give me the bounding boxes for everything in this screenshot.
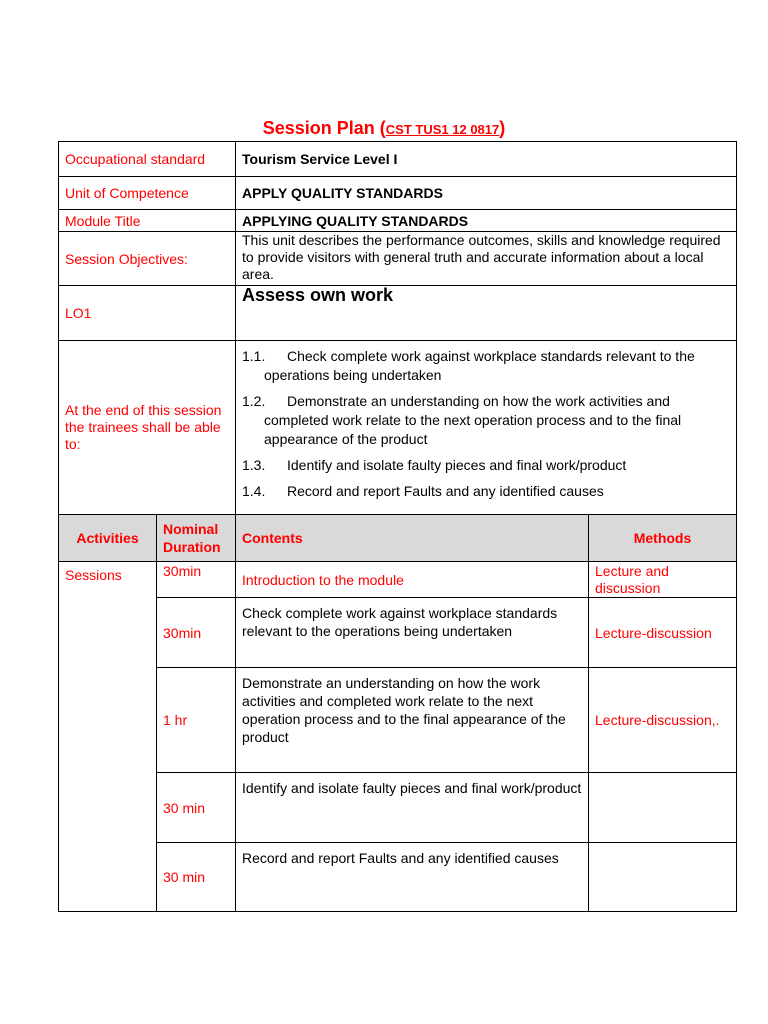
header-duration: Nominal Duration bbox=[157, 515, 236, 562]
title-text: Session Plan bbox=[262, 118, 375, 138]
session-method: Lecture and discussion bbox=[589, 562, 737, 598]
objective-number: 1.3. bbox=[242, 457, 266, 473]
session-content: Introduction to the module bbox=[236, 562, 589, 598]
title-open-paren: ( bbox=[379, 118, 386, 138]
lo1-row bbox=[59, 286, 737, 341]
activity-sessions: Sessions bbox=[59, 562, 157, 912]
lo1-value: Assess own work bbox=[236, 286, 737, 341]
objectives-label: Session Objectives: bbox=[59, 232, 236, 286]
objectives-row bbox=[59, 232, 737, 286]
session-duration: 1 hr bbox=[157, 668, 236, 773]
session-content: Identify and isolate faulty pieces and final work/product bbox=[236, 773, 589, 843]
session-content: Record and report Faults and any identified causes bbox=[236, 843, 589, 912]
objective-text: Check complete work against workplace standards relevant to the operations being undertaken bbox=[264, 348, 695, 383]
title-code: CST TUS1 12 0817 bbox=[385, 122, 500, 137]
unit-value: APPLY QUALITY STANDARDS bbox=[236, 177, 737, 210]
objectives-list bbox=[242, 347, 730, 501]
objective-text: Record and report Faults and any identified causes bbox=[287, 483, 604, 499]
session-method bbox=[589, 773, 737, 843]
objective-item bbox=[242, 482, 730, 501]
header-contents: Contents bbox=[236, 515, 589, 562]
objectives-list-cell bbox=[236, 341, 737, 515]
title-close-paren: ) bbox=[499, 118, 506, 138]
learning-outcomes-row bbox=[59, 341, 737, 515]
unit-row bbox=[59, 177, 737, 210]
occupational-label: Occupational standard bbox=[59, 142, 236, 177]
header-methods: Methods bbox=[589, 515, 737, 562]
module-row bbox=[59, 210, 737, 232]
module-label: Module Title bbox=[59, 210, 236, 232]
objectives-value: This unit describes the performance outcomes, skills and knowledge required to provide visitors with general truth and accurate information about a local area. bbox=[236, 232, 737, 286]
session-method: Lecture-discussion,. bbox=[589, 668, 737, 773]
session-duration: 30min bbox=[157, 598, 236, 668]
objective-text: Demonstrate an understanding on how the work activities and completed work relate to the next operation process and to the final appearance of the product bbox=[264, 393, 682, 447]
session-row bbox=[59, 668, 737, 773]
session-plan-table bbox=[58, 141, 737, 912]
objective-item bbox=[242, 456, 730, 475]
objective-item bbox=[242, 392, 730, 449]
session-method bbox=[589, 843, 737, 912]
page-title bbox=[0, 118, 768, 139]
objective-number: 1.4. bbox=[242, 483, 266, 499]
session-method: Lecture-discussion bbox=[589, 598, 737, 668]
objective-text: Identify and isolate faulty pieces and final work/product bbox=[287, 457, 627, 473]
end-of-session-label: At the end of this session the trainees shall be able to: bbox=[59, 341, 236, 515]
lo1-label: LO1 bbox=[59, 286, 236, 341]
session-row bbox=[59, 773, 737, 843]
session-content: Check complete work against workplace standards relevant to the operations being undertaken bbox=[236, 598, 589, 668]
occupational-value: Tourism Service Level I bbox=[236, 142, 737, 177]
session-duration: 30 min bbox=[157, 843, 236, 912]
session-content: Demonstrate an understanding on how the work activities and completed work relate to the next operation process and to the final appearance of the product bbox=[236, 668, 589, 773]
session-row bbox=[59, 598, 737, 668]
session-duration: 30min bbox=[157, 562, 236, 598]
session-duration: 30 min bbox=[157, 773, 236, 843]
occupational-row bbox=[59, 142, 737, 177]
header-activities: Activities bbox=[59, 515, 157, 562]
unit-label: Unit of Competence bbox=[59, 177, 236, 210]
objective-number: 1.1. bbox=[242, 348, 266, 364]
objective-item bbox=[242, 347, 730, 385]
module-value: APPLYING QUALITY STANDARDS bbox=[236, 210, 737, 232]
objective-number: 1.2. bbox=[242, 393, 266, 409]
session-row bbox=[59, 843, 737, 912]
session-row bbox=[59, 562, 737, 598]
activities-header-row bbox=[59, 515, 737, 562]
